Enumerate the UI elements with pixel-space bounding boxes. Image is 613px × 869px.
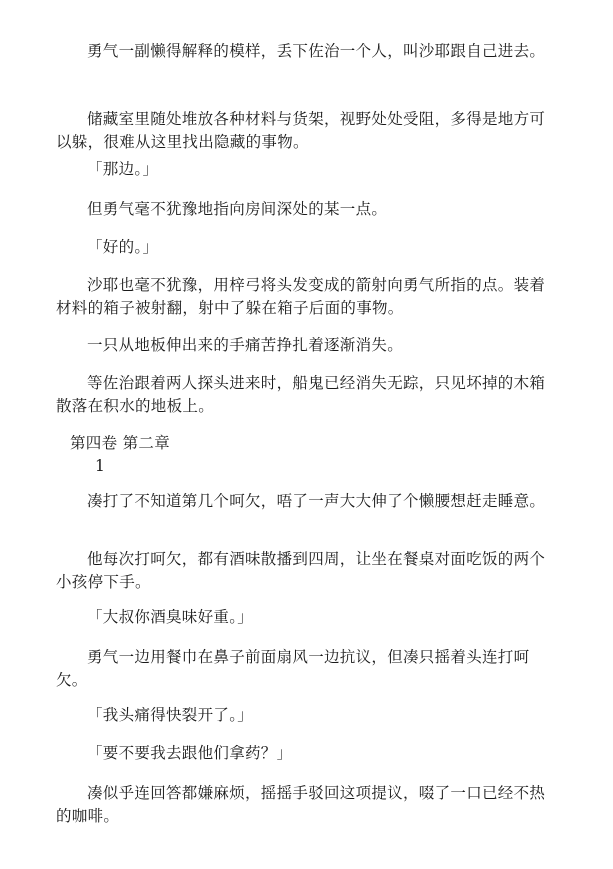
- paragraph: 勇气一副懒得解释的模样，丢下佐治一个人，叫沙耶跟自己进去。: [87, 42, 546, 60]
- paragraph: 沙耶也毫不犹豫，用梓弓将头发变成的箭射向勇气所指的点。装着材料的箱子被射翻，射中了躲在箱子后面的事物。: [56, 276, 546, 317]
- paragraph: 「要不要我去跟他们拿药？」: [87, 744, 293, 762]
- paragraph: 「大叔你酒臭味好重。」: [87, 608, 254, 626]
- paragraph: 等佐治跟着两人探头进来时，船鬼已经消失无踪，只见坏掉的木箱散落在积水的地板上。: [56, 374, 546, 415]
- paragraph: 储藏室里随处堆放各种材料与货架，视野处处受阻，多得是地方可以躲，很难从这里找出隐藏的事物。: [56, 110, 546, 151]
- paragraph: 「好的。」: [87, 238, 159, 256]
- paragraph: 勇气一边用餐巾在鼻子前面扇风一边抗议，但凑只摇着头连打呵欠。: [56, 648, 530, 689]
- paragraph: 一只从地板伸出来的手痛苦挣扎着逐渐消失。: [87, 336, 404, 354]
- paragraph: 他每次打呵欠，都有酒味散播到四周，让坐在餐桌对面吃饭的两个小孩停下手。: [56, 550, 546, 591]
- section-number: 1: [95, 457, 105, 475]
- chapter-title: 第四卷 第二章: [70, 434, 171, 452]
- paragraph: 「那边。」: [87, 160, 159, 178]
- paragraph: 凑似乎连回答都嫌麻烦，摇摇手驳回这项提议，啜了一口已经不热的咖啡。: [56, 784, 546, 825]
- paragraph: 「我头痛得快裂开了。」: [87, 706, 254, 724]
- paragraph: 但勇气毫不犹豫地指向房间深处的某一点。: [87, 200, 388, 218]
- paragraph: 凑打了不知道第几个呵欠，唔了一声大大伸了个懒腰想赶走睡意。: [87, 492, 546, 510]
